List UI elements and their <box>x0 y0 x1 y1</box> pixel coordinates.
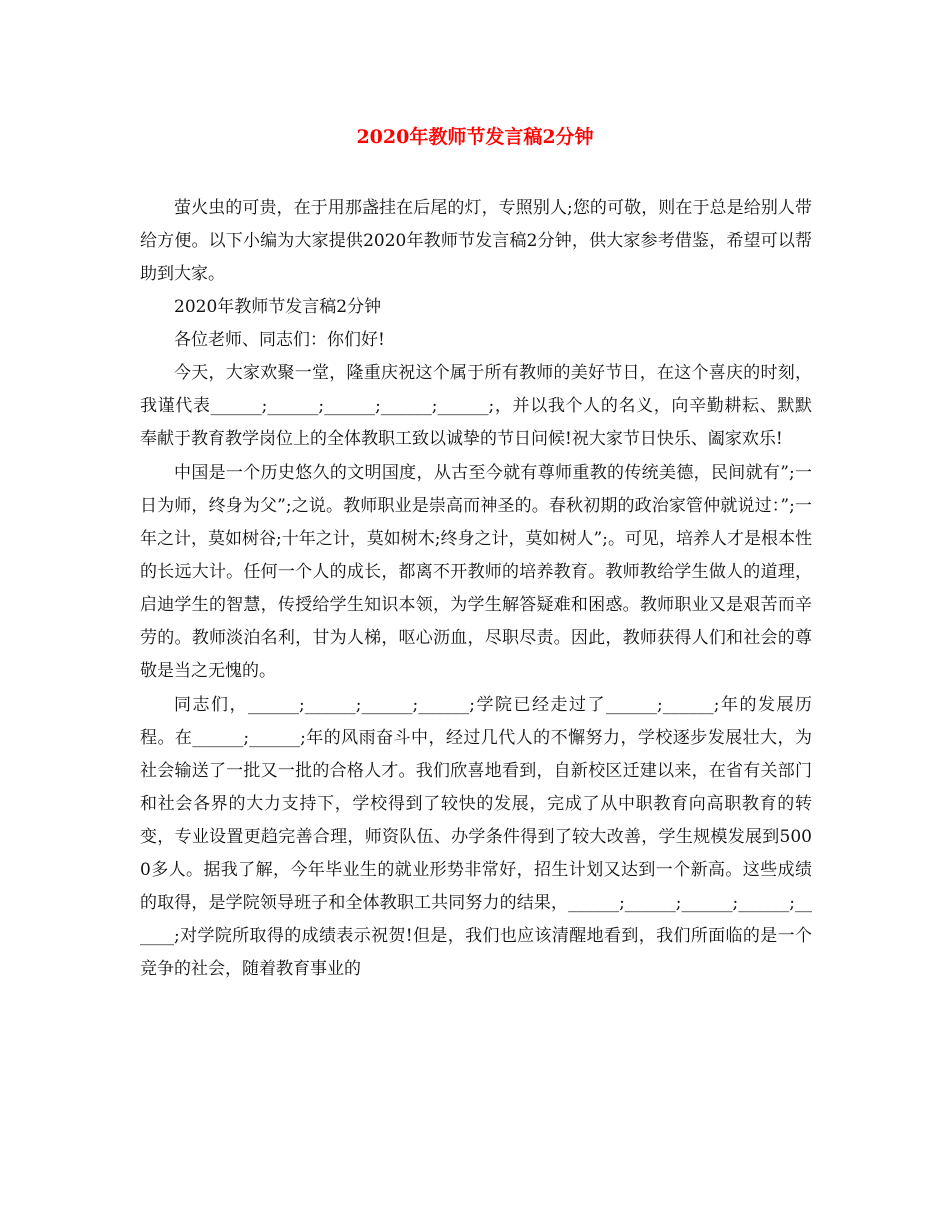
paragraph-achievements: 同志们，______;______;______;______;学院已经走过了______;______;年的发展历程。在______;______;年的风雨奋斗中，经过几代人的不懈努力，学校逐步发展壮大，为社会输送了一批又一批的合格人才。我们欣喜地看到，自新校区迁建以来，在省有关部门和社会各界的大力支持下，学校得到了较快的发展，完成了从中职教育向高职教育的转变，专业设置更趋完善合理，师资队伍、办学条件得到了较大改善，学生规模发展到5000多人。据我了解，今年毕业生的就业形势非常好，招生计划又达到一个新高。这些成绩的取得，是学院领导班子和全体教职工共同努力的结果，______;______;______;______;______;对学院所取得的成绩表示祝贺!但是，我们也应该清醒地看到，我们所面临的是一个竞争的社会，随着教育事业的 <box>140 695 812 979</box>
document-title: 2020年教师节发言稿2分钟 <box>356 126 594 148</box>
paragraph-greeting: 各位老师、同志们：你们好! <box>174 330 385 350</box>
document-body <box>140 192 812 986</box>
paragraph-subtitle: 2020年教师节发言稿2分钟 <box>174 297 382 317</box>
paragraph-tradition: 中国是一个历史悠久的文明国度，从古至今就有尊师重教的传统美德，民间就有”;一日为师，终身为父”;之说。教师职业是崇高而神圣的。春秋初期的政治家管仲就说过：”;一年之计，莫如树谷;十年之计，莫如树木;终身之计，莫如树人”;。可见，培养人才是根本性的长远大计。任何一个人的成长，都离不开教师的培养教育。教师教给学生做人的道理，启迪学生的智慧，传授给学生知识本领，为学生解答疑难和困惑。教师职业又是艰苦而辛劳的。教师淡泊名利，甘为人梯，呕心沥血，尽职尽责。因此，教师获得人们和社会的尊敬是当之无愧的。 <box>140 463 812 681</box>
paragraph-celebration: 今天，大家欢聚一堂，隆重庆祝这个属于所有教师的美好节日，在这个喜庆的时刻，我谨代表______;______;______;______;______;，并以我个人的名义，向辛勤耕耘、默默奉献于教育教学岗位上的全体教职工致以诚挚的节日问候!祝大家节日快乐、阖家欢乐! <box>140 363 812 449</box>
paragraph-intro: 萤火虫的可贵，在于用那盏挂在后尾的灯，专照别人;您的可敬，则在于总是给别人带给方便。以下小编为大家提供2020年教师节发言稿2分钟，供大家参考借鉴，希望可以帮助到大家。 <box>140 198 812 284</box>
